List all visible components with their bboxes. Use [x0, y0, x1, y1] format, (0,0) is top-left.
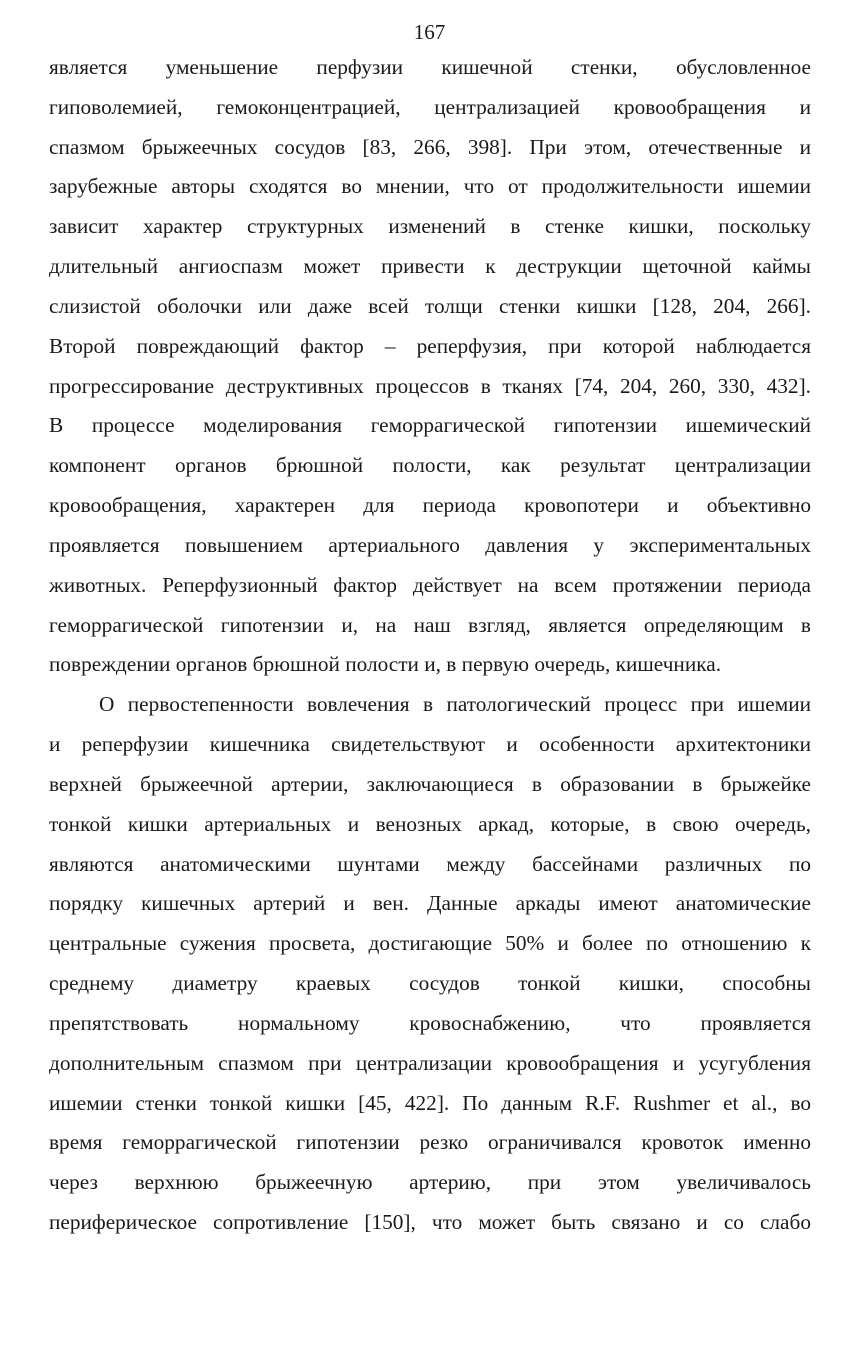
text-line: порядку кишечных артерий и вен. Данные аркады имеют анатомические	[49, 891, 811, 916]
text-line: животных. Реперфузионный фактор действует на всем протяжении периода	[49, 572, 811, 597]
text-line: Второй повреждающий фактор – реперфузия, при которой наблюдается	[49, 333, 811, 358]
text-line: ишемии стенки тонкой кишки [45, 422]. По данным R.F. Rushmer et al., во	[49, 1090, 811, 1115]
text-line: время геморрагической гипотензии резко ограничивался кровоток именно	[49, 1130, 811, 1155]
text-line: спазмом брыжеечных сосудов [83, 266, 398]. При этом, отечественные и	[49, 134, 811, 159]
text-line: проявляется повышением артериального давления у экспериментальных	[49, 532, 811, 557]
paragraph-first-line: О первостепенности вовлечения в патологический процесс при ишемии	[99, 692, 811, 717]
text-line: и реперфузии кишечника свидетельствуют и особенности архитектоники	[49, 732, 811, 757]
text-line: тонкой кишки артериальных и венозных аркад, которые, в свою очередь,	[49, 811, 811, 836]
text-line: В процессе моделирования геморрагической гипотензии ишемический	[49, 413, 811, 438]
text-line: зависит характер структурных изменений в стенке кишки, поскольку	[49, 214, 811, 239]
text-line: гиповолемией, гемоконцентрацией, централизацией кровообращения и	[49, 94, 811, 119]
text-line: геморрагической гипотензии и, на наш взгляд, является определяющим в	[49, 612, 811, 637]
text-line: длительный ангиоспазм может привести к деструкции щеточной каймы	[49, 254, 811, 279]
text-line: кровообращения, характерен для периода кровопотери и объективно	[49, 493, 811, 518]
text-line: зарубежные авторы сходятся во мнении, что от продолжительности ишемии	[49, 174, 811, 199]
text-line: через верхнюю брыжеечную артерию, при этом увеличивалось	[49, 1170, 811, 1195]
document-body	[49, 48, 811, 1243]
text-line: слизистой оболочки или даже всей толщи стенки кишки [128, 204, 266].	[49, 293, 811, 318]
text-line: повреждении органов брюшной полости и, в первую очередь, кишечника.	[49, 652, 722, 677]
text-line: компонент органов брюшной полости, как результат централизации	[49, 453, 811, 478]
text-line: периферическое сопротивление [150], что может быть связано и со слабо	[49, 1210, 811, 1235]
text-line: верхней брыжеечной артерии, заключающиеся в образовании в брыжейке	[49, 771, 811, 796]
text-line: дополнительным спазмом при централизации кровообращения и усугубления	[49, 1050, 811, 1075]
text-line: среднему диаметру краевых сосудов тонкой кишки, способны	[49, 971, 811, 996]
page-number: 167	[413, 20, 446, 44]
text-line: центральные сужения просвета, достигающие 50% и более по отношению к	[49, 931, 811, 956]
text-line: прогрессирование деструктивных процессов в тканях [74, 204, 260, 330, 432].	[49, 373, 811, 398]
text-line: препятствовать нормальному кровоснабжению, что проявляется	[49, 1010, 811, 1035]
text-line: являются анатомическими шунтами между бассейнами различных по	[49, 851, 811, 876]
text-line: является уменьшение перфузии кишечной стенки, обусловленное	[49, 55, 811, 79]
